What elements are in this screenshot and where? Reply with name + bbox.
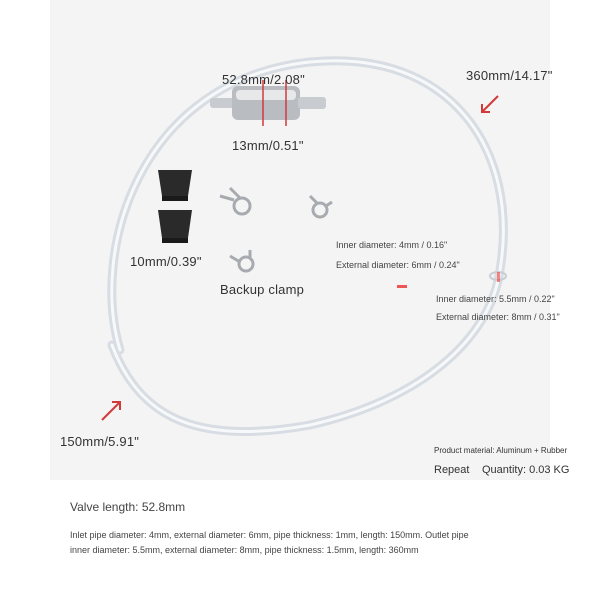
spring-clamp xyxy=(230,250,253,271)
inlet-outer-label: External diameter: 6mm / 0.24" xyxy=(336,260,460,270)
outlet-outer-label: External diameter: 8mm / 0.31" xyxy=(436,312,560,322)
outlet-inner-label: Inner diameter: 5.5mm / 0.22" xyxy=(436,294,555,304)
arrow-icon xyxy=(102,402,120,420)
inlet-length-label: 150mm/5.91" xyxy=(60,434,140,449)
rubber-cap xyxy=(158,210,192,243)
spring-clamp xyxy=(310,196,332,217)
caption-line-2: inner diameter: 5.5mm, external diameter: 8mm, pipe thickness: 1.5mm, length: 360mm xyxy=(70,545,419,555)
caption-title: Valve length: 52.8mm xyxy=(70,500,186,514)
valve-length-label: 52.8mm/2.08" xyxy=(222,72,305,87)
valve-diameter-label: 13mm/0.51" xyxy=(232,138,304,153)
material-label: Product material: Aluminum + Rubber xyxy=(434,446,568,455)
caption-line-1: Inlet pipe diameter: 4mm, external diameter: 6mm, pipe thickness: 1mm, length: 150mm. Outlet pipe xyxy=(70,530,469,540)
outlet-length-label: 360mm/14.17" xyxy=(466,68,553,83)
rubber-cap xyxy=(158,170,192,201)
spring-clamp xyxy=(220,188,250,214)
quantity-label: Quantity: 0.03 KG xyxy=(482,464,570,476)
cap-size-label: 10mm/0.39" xyxy=(130,254,202,269)
arrow-icon xyxy=(482,96,498,112)
backup-clamp-label: Backup clamp xyxy=(220,282,305,297)
product-photo xyxy=(50,0,570,480)
tube-marker xyxy=(397,285,407,288)
inlet-inner-label: Inner diameter: 4mm / 0.16" xyxy=(336,240,448,250)
repeat-label: Repeat xyxy=(434,464,470,476)
